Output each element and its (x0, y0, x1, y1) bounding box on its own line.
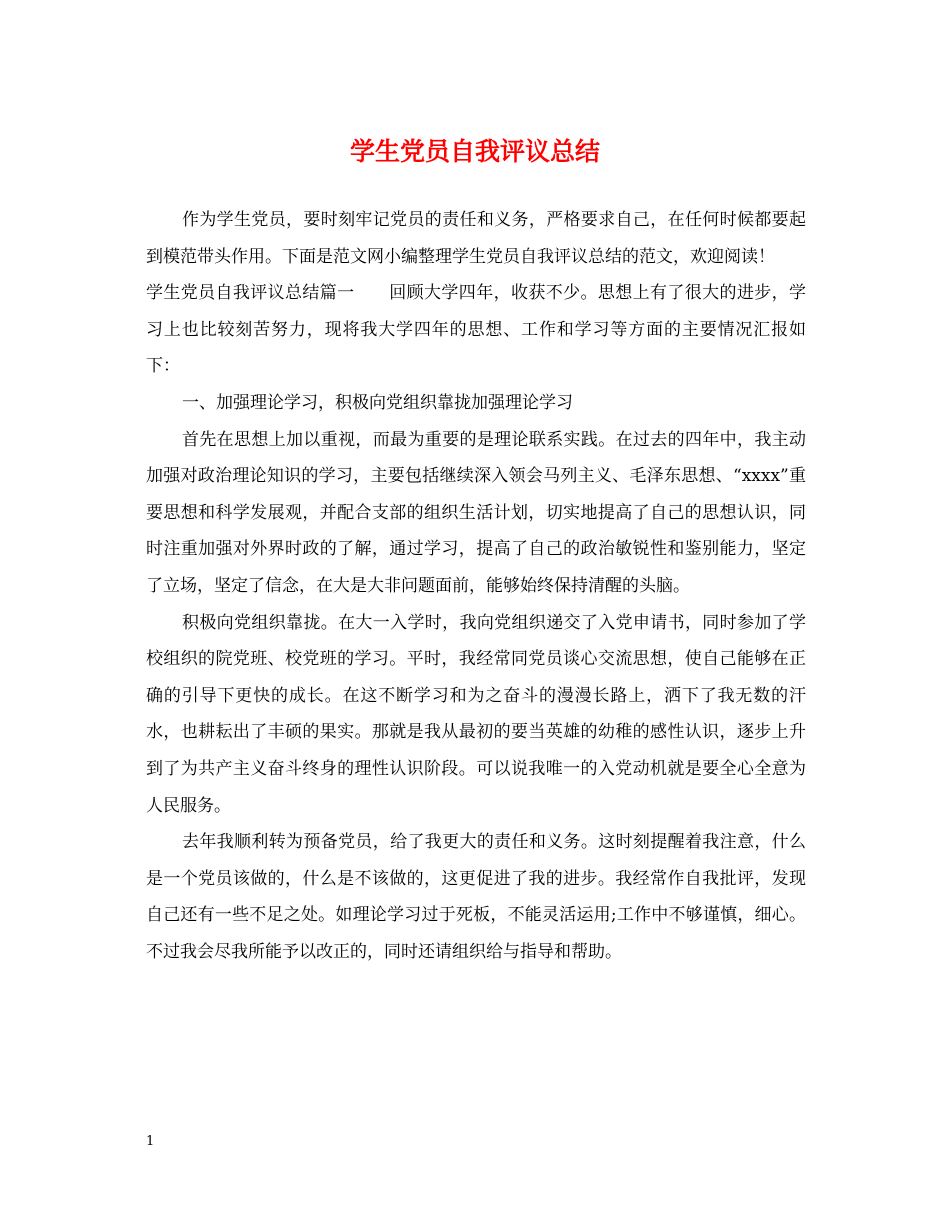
paragraph-party-approach: 积极向党组织靠拢。在大一入学时，我向党组织递交了入党申请书，同时参加了学校组织的院党班、校党班的学习。平时，我经常同党员谈心交流思想，使自己能够在正确的引导下更快的成长。在这不断学习和为之奋斗的漫漫长路上，洒下了我无数的汗水，也耕耘出了丰硕的果实。那就是我从最初的要当英雄的幼稚的感性认识，逐步上升到了为共产主义奋斗终身的理性认识阶段。可以说我唯一的入党动机就是要全心全意为人民服务。 (146, 612, 806, 816)
paragraph-intro: 作为学生党员，要时刻牢记党员的责任和义务，严格要求自己，在任何时候都要起到模范带头作用。下面是范文网小编整理学生党员自我评议总结的范文，欢迎阅读！ (146, 210, 806, 267)
paragraph-probationary: 去年我顺利转为预备党员，给了我更大的责任和义务。这时刻提醒着我注意，什么是一个党员该做的，什么是不该做的，这更促进了我的进步。我经常作自我批评，发现自己还有一些不足之处。如理论学习过于死板，不能灵活运用;工作中不够谨慎，细心。不过我会尽我所能予以改正的，同时还请组织给与指导和帮助。 (146, 832, 806, 962)
page-number: 1 (146, 1134, 155, 1149)
paragraph-section-one: 学生党员自我评议总结篇一 回顾大学四年，收获不少。思想上有了很大的进步，学习上也比较刻苦努力，现将我大学四年的思想、工作和学习等方面的主要情况汇报如下： (146, 283, 806, 377)
document-title: 学生党员自我评议总结 (349, 137, 600, 166)
section-heading: 一、加强理论学习，积极向党组织靠拢加强理论学习 (182, 392, 573, 413)
document-body (146, 202, 806, 970)
paragraph-theory-study: 首先在思想上加以重视，而最为重要的是理论联系实践。在过去的四年中，我主动加强对政治理论知识的学习，主要包括继续深入领会马列主义、毛泽东思想、“xxxx”重要思想和科学发展观，并配合支部的组织生活计划，切实地提高了自己的思想认识，同时注重加强对外界时政的了解，通过学习，提高了自己的政治敏锐性和鉴别能力，坚定了立场，坚定了信念，在大是大非问题面前，能够始终保持清醒的头脑。 (146, 429, 806, 596)
